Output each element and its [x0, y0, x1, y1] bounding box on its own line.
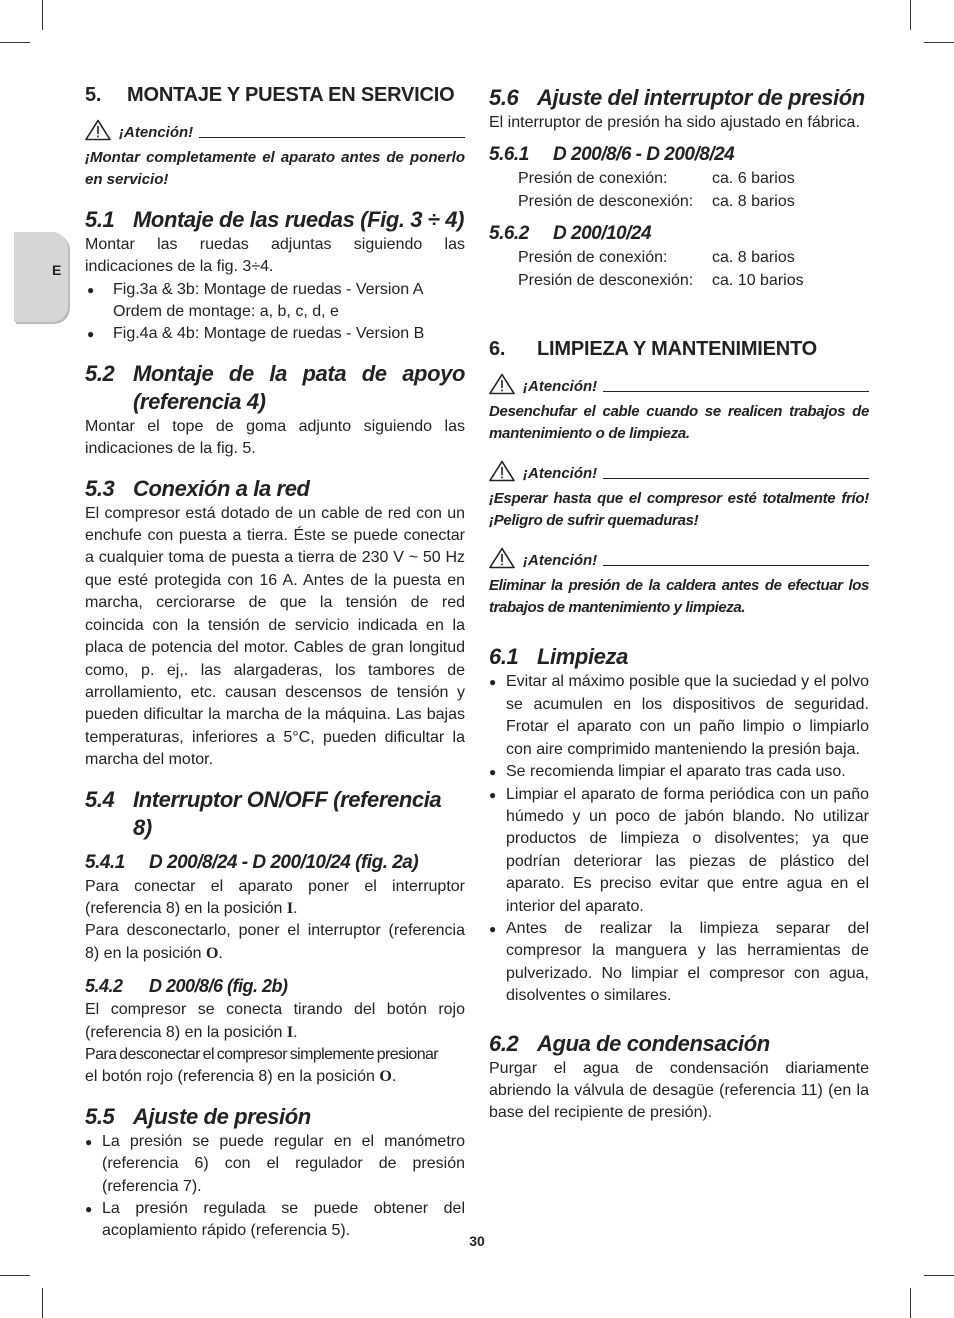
section-5-3-heading: 5.3 Conexión a la red	[85, 475, 310, 501]
pressure-row: Presión de desconexión: ca. 8 barios	[518, 192, 795, 210]
pressure-row: Presión de conexión: ca. 6 barios	[518, 170, 795, 188]
pressure-row: Presión de desconexión: ca. 10 barios	[518, 271, 804, 289]
language-tab	[14, 232, 68, 322]
attention-block	[489, 458, 869, 482]
warning-triangle-icon	[489, 547, 515, 569]
section-5-6-heading: 5.6 Ajuste del interruptor de presión	[489, 85, 865, 110]
attention-block	[85, 117, 465, 141]
section-5-2-heading: 5.2 Montaje de la pata de apoyo (referencia 4)	[85, 360, 465, 414]
section-5-1-heading: 5.1 Montaje de las ruedas (Fig. 3 ÷ 4)	[85, 206, 464, 232]
warning-triangle-icon	[489, 373, 515, 395]
section-5-6-2-heading: 5.6.2 D 200/10/24	[489, 223, 652, 245]
section-6-1-heading: 6.1 Limpieza	[489, 644, 628, 670]
crop-mark-top-right-v	[910, 0, 911, 30]
list-item: ● Se recomienda limpiar el aparato tras cada uso.	[489, 761, 869, 783]
section-5-6-1-heading: 5.6.1 D 200/8/6 - D 200/8/24	[489, 144, 735, 166]
list-item: ● La presión se puede regular en el manómetro (referencia 6) con el regulador de presión (referencia 7).	[85, 1131, 465, 1198]
crop-mark-bottom-left-h	[0, 1275, 30, 1276]
section-5-4-1-text-off: Para desconectarlo, poner el interruptor (referencia 8) en la posición O.	[85, 922, 465, 962]
list-item: ● Fig.4a & 4b: Montage de ruedas - Version B	[85, 323, 465, 345]
list-item: ● Evitar al máximo posible que la suciedad y el polvo se acumulen en los dispositivos de seguridad. Frotar el aparato con un paño limpio o limpiarlo con aire comprimido manteniendo la presión baja.	[489, 671, 869, 761]
section-5-6-text: El interruptor de presión ha sido ajustado en fábrica.	[489, 114, 860, 131]
section-5-4-1-heading: 5.4.1 D 200/8/24 - D 200/10/24 (fig. 2a)	[85, 851, 419, 873]
section-5-4-2-text-off: Para desconectar el compresor simplemente presionar el botón rojo (referencia 8) en la posición O.	[85, 1045, 439, 1086]
section-5-4-2-heading: 5.4.2 D 200/8/6 (fig. 2b)	[85, 976, 288, 997]
attention-label: ¡Atención!	[119, 124, 194, 141]
warning-triangle-icon	[85, 119, 111, 141]
section-6-heading: 6. LIMPIEZA Y MANTENIMIENTO	[489, 338, 818, 361]
section-5-1-text: Montar las ruedas adjuntas siguiendo las indicaciones de la fig. 3÷4.	[85, 235, 465, 276]
left-column	[85, 84, 465, 1243]
attention-text: Desenchufar el cable cuando se realicen trabajos de mantenimiento o de limpieza.	[489, 403, 869, 443]
warning-triangle-icon	[489, 460, 515, 482]
section-5-3-text: El compresor está dotado de un cable de red con un enchufe con puesta a tierra. Éste se puede conectar a cualquier toma de puesta a tierra de 230 V ~ 50 Hz que esté protegida con 16 A. Antes de la puesta en marcha, cerciorarse de que la tensión de red coincida con la tensión de servicio indicada en la placa de potencia del motor. Cables de gran longitud como, p. ej,. las alargaderas, los tambores de arrollamiento, etc. causan descensos de tensión y pueden dificultar la marcha de la máquina. Las bajas temperaturas, inferiores a 5°C, pueden dificultar la marcha del motor.	[85, 504, 465, 769]
section-5-4-2-text-on: El compresor se conecta tirando del botón rojo (referencia 8) en la posición I.	[85, 1001, 465, 1041]
section-5-5-list	[85, 1131, 465, 1243]
section-5-4-heading: 5.4 Interruptor ON/OFF (referencia 8)	[85, 786, 442, 840]
section-5-4-1-text-on: Para conectar el aparato poner el interruptor (referencia 8) en la posición I.	[85, 877, 465, 917]
right-column	[489, 84, 869, 1125]
attention-rule	[199, 137, 465, 138]
attention-label: ¡Atención!	[523, 378, 598, 396]
list-item: ● Limpiar el aparato de forma periódica con un paño húmedo y un poco de jabón blando. No utilizar productos de limpieza o disolventes; ya que podrían deteriorar las piezas de plástico del aparato. Es preciso evitar que entre agua en el interior del aparato.	[489, 784, 869, 918]
crop-mark-bottom-left-v	[42, 1288, 43, 1318]
list-item: ● Antes de realizar la limpieza separar del compresor la manguera y las herramientas de pulverizado. No limpiar el compresor con agua, disolventes o similares.	[489, 918, 869, 1008]
crop-mark-top-left-h	[0, 42, 30, 43]
attention-text: ¡Montar completamente el aparato antes de ponerlo en servicio!	[85, 149, 465, 189]
section-6-1-list	[489, 671, 869, 1007]
section-5-2-text: Montar el tope de goma adjunto siguiendo las indicaciones de la fig. 5.	[85, 417, 465, 458]
page-number: 30	[469, 1233, 485, 1249]
attention-rule	[603, 391, 869, 392]
attention-text: ¡Esperar hasta que el compresor esté totalmente frío! ¡Peligro de sufrir quemaduras!	[489, 489, 869, 530]
attention-block	[489, 545, 869, 569]
section-6-2-text: Purgar el agua de condensación diariamente abriendo la válvula de desagüe (referencia 11) (en la base del recipiente de presión).	[489, 1059, 869, 1122]
attention-text: Eliminar la presión de la caldera antes de efectuar los trabajos de mantenimiento y limpieza.	[489, 576, 869, 617]
crop-mark-bottom-right-h	[924, 1275, 954, 1276]
attention-label: ¡Atención!	[523, 551, 598, 569]
crop-mark-top-right-h	[924, 42, 954, 43]
attention-rule	[603, 565, 869, 566]
list-item: ● La presión regulada se puede obtener del acoplamiento rápido (referencia 5).	[85, 1198, 465, 1243]
section-5-heading: 5. MONTAJE Y PUESTA EN SERVICIO	[85, 84, 455, 106]
list-item: ● Fig.3a & 3b: Montage de ruedas - Version A Ordem de montage: a, b, c, d, e	[85, 279, 465, 324]
crop-mark-top-left-v	[42, 0, 43, 30]
section-5-1-list	[85, 279, 465, 346]
crop-mark-bottom-right-v	[910, 1288, 911, 1318]
attention-label: ¡Atención!	[523, 464, 598, 482]
attention-block	[489, 371, 869, 395]
section-6-2-heading: 6.2 Agua de condensación	[489, 1030, 770, 1056]
section-5-5-heading: 5.5 Ajuste de presión	[85, 1103, 311, 1129]
pressure-row: Presión de conexión: ca. 8 barios	[518, 249, 795, 267]
language-tab-letter: E	[52, 262, 62, 278]
attention-rule	[603, 478, 869, 479]
